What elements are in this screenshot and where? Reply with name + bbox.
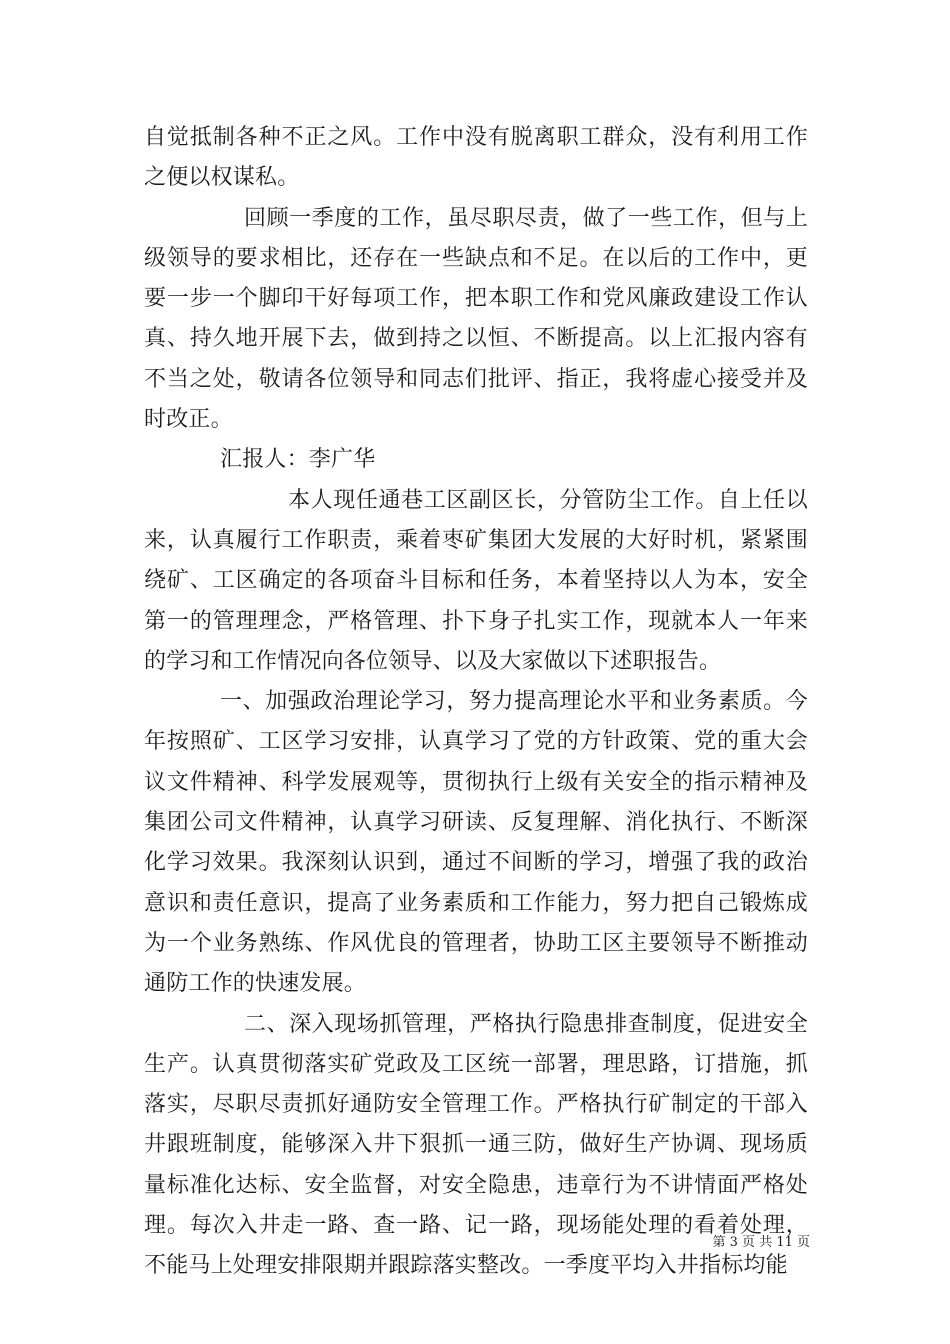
reporter-line: 汇报人：李广华	[220, 447, 376, 473]
document-body	[144, 118, 808, 1287]
paragraph-review: 回顾一季度的工作，虽尽职尽责，做了一些工作，但与上级领导的要求相比，还存在一些缺点和不足。在以后的工作中，更要一步一个脚印干好每项工作，把本职工作和党风廉政建设工作认真、持久地开展下去，做到持之以恒、不断提高。以上汇报内容有不当之处，敬请各位领导和同志们批评、指正，我将虚心接受并及时改正。	[144, 205, 808, 433]
paragraph-introduction: 本人现任通巷工区副区长，分管防尘工作。自上任以来，认真履行工作职责，乘着枣矿集团大发展的大好时机，紧紧围绕矿、工区确定的各项奋斗目标和任务，本着坚持以人为本，安全第一的管理理念，严格管理、扑下身子扎实工作，现就本人一年来的学习和工作情况向各位领导、以及大家做以下述职报告。	[144, 487, 808, 674]
page-number-footer: 第 3 页 共 11 页	[712, 1235, 810, 1250]
paragraph-continuation: 自觉抵制各种不正之风。工作中没有脱离职工群众，没有利用工作之便以权谋私。	[144, 125, 808, 191]
paragraph-section-two: 二、深入现场抓管理，严格执行隐患排查制度，促进安全生产。认真贯彻落实矿党政及工区统一部署，理思路，订措施，抓落实，尽职尽责抓好通防安全管理工作。严格执行矿制定的干部入井跟班制度，能够深入井下狠抓一通三防，做好生产协调、现场质量标准化达标、安全监督，对安全隐患，违章行为不讲情面严格处理。每次入井走一路、查一路、记一路，现场能处理的看着处理，不能马上处理安排限期并跟踪落实整改。一季度平均入井指标均能	[144, 1011, 808, 1279]
paragraph-section-one: 一、加强政治理论学习，努力提高理论水平和业务素质。今年按照矿、工区学习安排，认真学习了党的方针政策、党的重大会议文件精神、科学发展观等，贯彻执行上级有关安全的指示精神及集团公司文件精神，认真学习研读、反复理解、消化执行、不断深化学习效果。我深刻认识到，通过不间断的学习，增强了我的政治意识和责任意识，提高了业务素质和工作能力，努力把自己锻炼成为一个业务熟练、作风优良的管理者，协助工区主要领导不断推动通防工作的快速发展。	[144, 689, 808, 997]
